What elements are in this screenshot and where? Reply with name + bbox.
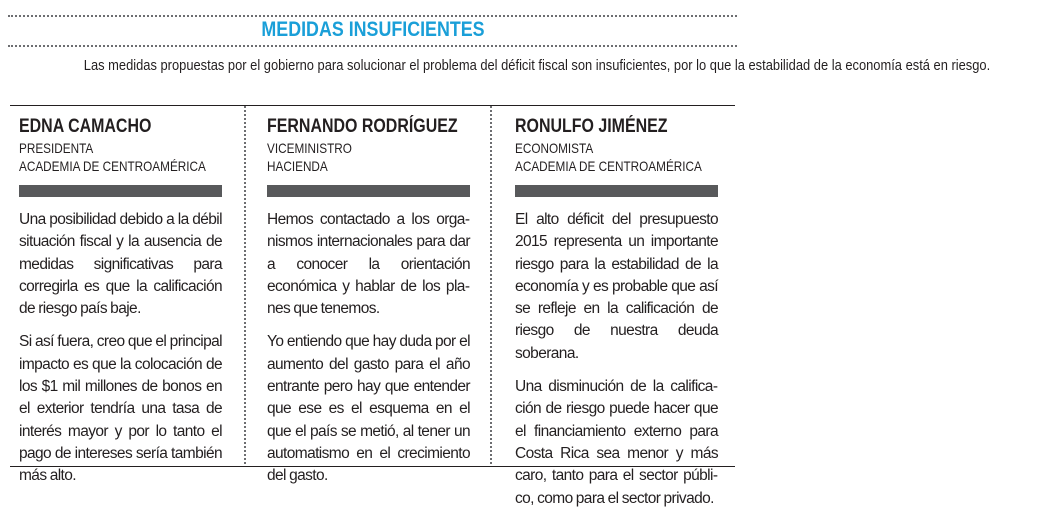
quote-paragraph: Hemos contactado a los organismos internacionales para dar a conocer la orientación económica y hablar de los planes que tenemos. xyxy=(267,211,470,318)
quote-paragraph: El alto déficit del presupuesto 2015 representa un importante riesgo para la estabilidad de la economía y es probable que así se refleje en la calificación de riesgo de nuestra deuda soberana. xyxy=(515,211,718,362)
quote-paragraph: Una posibilidad debido a la débil situación fiscal y la ausencia de medidas significativas para corregirla es que la calificación de riesgo país baje. xyxy=(19,211,222,318)
separator-bar xyxy=(515,185,718,197)
column-edna-camacho xyxy=(19,115,222,485)
column-divider-1 xyxy=(244,106,246,464)
quote-paragraph: Yo entiendo que hay duda por el aumento del gasto para el año entrante pero hay que entender que ese es el esquema en el que el país se metió, al tener un automatismo en el crecimiento del gasto. xyxy=(267,333,470,485)
quote-paragraph: Si así fuera, creo que el principal impacto es que la colocación de los $1 mil millones de bonos en el exterior tendría una tasa de interés mayor y por lo tanto el pago de intereses sería también más alto. xyxy=(19,333,222,485)
person-name: RONULFO JIMÉNEZ xyxy=(515,116,668,137)
quote-body xyxy=(267,209,470,499)
separator-bar xyxy=(267,185,470,197)
person-title: ECONOMISTA xyxy=(515,140,594,156)
title-bar xyxy=(8,10,737,46)
top-rule xyxy=(10,105,735,106)
person-name: FERNANDO RODRÍGUEZ xyxy=(267,116,458,137)
column-fernando-rodriguez xyxy=(267,115,470,485)
person-organization: HACIENDA xyxy=(267,158,328,174)
intro-text-span: Las medidas propuestas por el gobierno para solucionar el problema del déficit fiscal son insuficientes, por lo que la estabilidad de la economía está en riesgo. xyxy=(83,57,991,74)
person-organization: ACADEMIA DE CENTROAMÉRICA xyxy=(515,158,702,174)
bottom-rule xyxy=(10,466,735,467)
person-name: EDNA CAMACHO xyxy=(19,116,152,137)
person-title: VICEMINISTRO xyxy=(267,140,352,156)
intro-text xyxy=(10,56,991,75)
column-ronulfo-jimenez xyxy=(515,115,718,507)
person-organization: ACADEMIA DE CENTROAMÉRICA xyxy=(19,158,206,174)
quote-body xyxy=(515,209,718,521)
quote-body xyxy=(19,209,222,499)
headline: MEDIDAS INSUFICIENTES xyxy=(252,18,492,42)
dotted-rule-top xyxy=(8,15,737,17)
column-divider-2 xyxy=(490,106,492,464)
person-title: PRESIDENTA xyxy=(19,140,94,156)
separator-bar xyxy=(19,185,222,197)
dotted-rule-bottom xyxy=(8,45,737,47)
quote-paragraph: Una disminución de la calificación de riesgo puede hacer que el financiamiento externo para Costa Rica sea menor y más caro, tanto para el sector público, como para el sector privado. xyxy=(515,378,718,507)
